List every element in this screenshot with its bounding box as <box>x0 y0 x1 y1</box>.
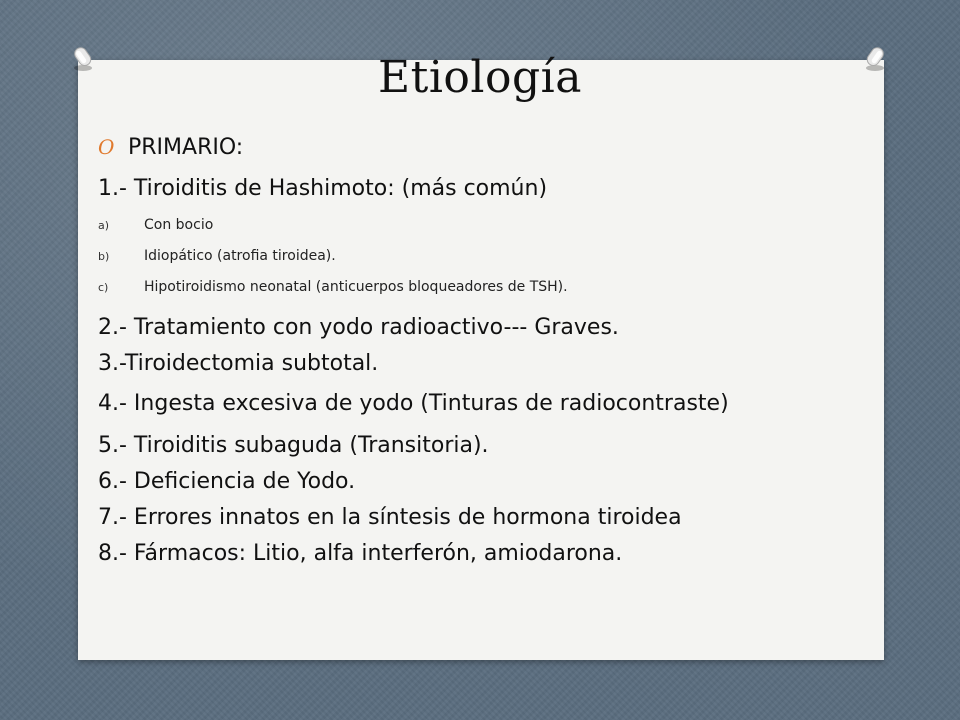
sub-list-text: Con bocio <box>144 217 214 233</box>
bullet-icon: O <box>98 135 115 159</box>
list-item: 7.- Errores innatos en la síntesis de hormona tiroidea <box>98 505 682 530</box>
sub-list-marker: b) <box>98 250 110 263</box>
sub-list-item <box>98 210 858 241</box>
sub-list-marker: c) <box>98 281 109 294</box>
sub-list <box>98 210 858 303</box>
sub-list-text: Idiopático (atrofia tiroidea). <box>144 248 336 264</box>
slide-title: Etiología <box>378 52 582 103</box>
list-item: 2.- Tratamiento con yodo radioactivo--- Graves. <box>98 315 619 340</box>
primary-heading: PRIMARIO: <box>128 134 244 160</box>
list-item: 4.- Ingesta excesiva de yodo (Tinturas de radiocontraste) <box>98 391 729 416</box>
slide-content <box>98 130 858 573</box>
list-item: 1.- Tiroiditis de Hashimoto: (más común) <box>98 176 548 201</box>
sub-list-item <box>98 272 858 303</box>
list-item: 3.-Tiroidectomia subtotal. <box>98 351 379 376</box>
list-item: 5.- Tiroiditis subaguda (Transitoria). <box>98 433 489 458</box>
list-item: 6.- Deficiencia de Yodo. <box>98 469 356 494</box>
list-item: 8.- Fármacos: Litio, alfa interferón, amiodarona. <box>98 541 623 566</box>
primary-heading-row <box>98 130 858 164</box>
sub-list-item <box>98 241 858 272</box>
sub-list-text: Hipotiroidismo neonatal (anticuerpos bloqueadores de TSH). <box>144 279 568 295</box>
sub-list-marker: a) <box>98 219 110 232</box>
